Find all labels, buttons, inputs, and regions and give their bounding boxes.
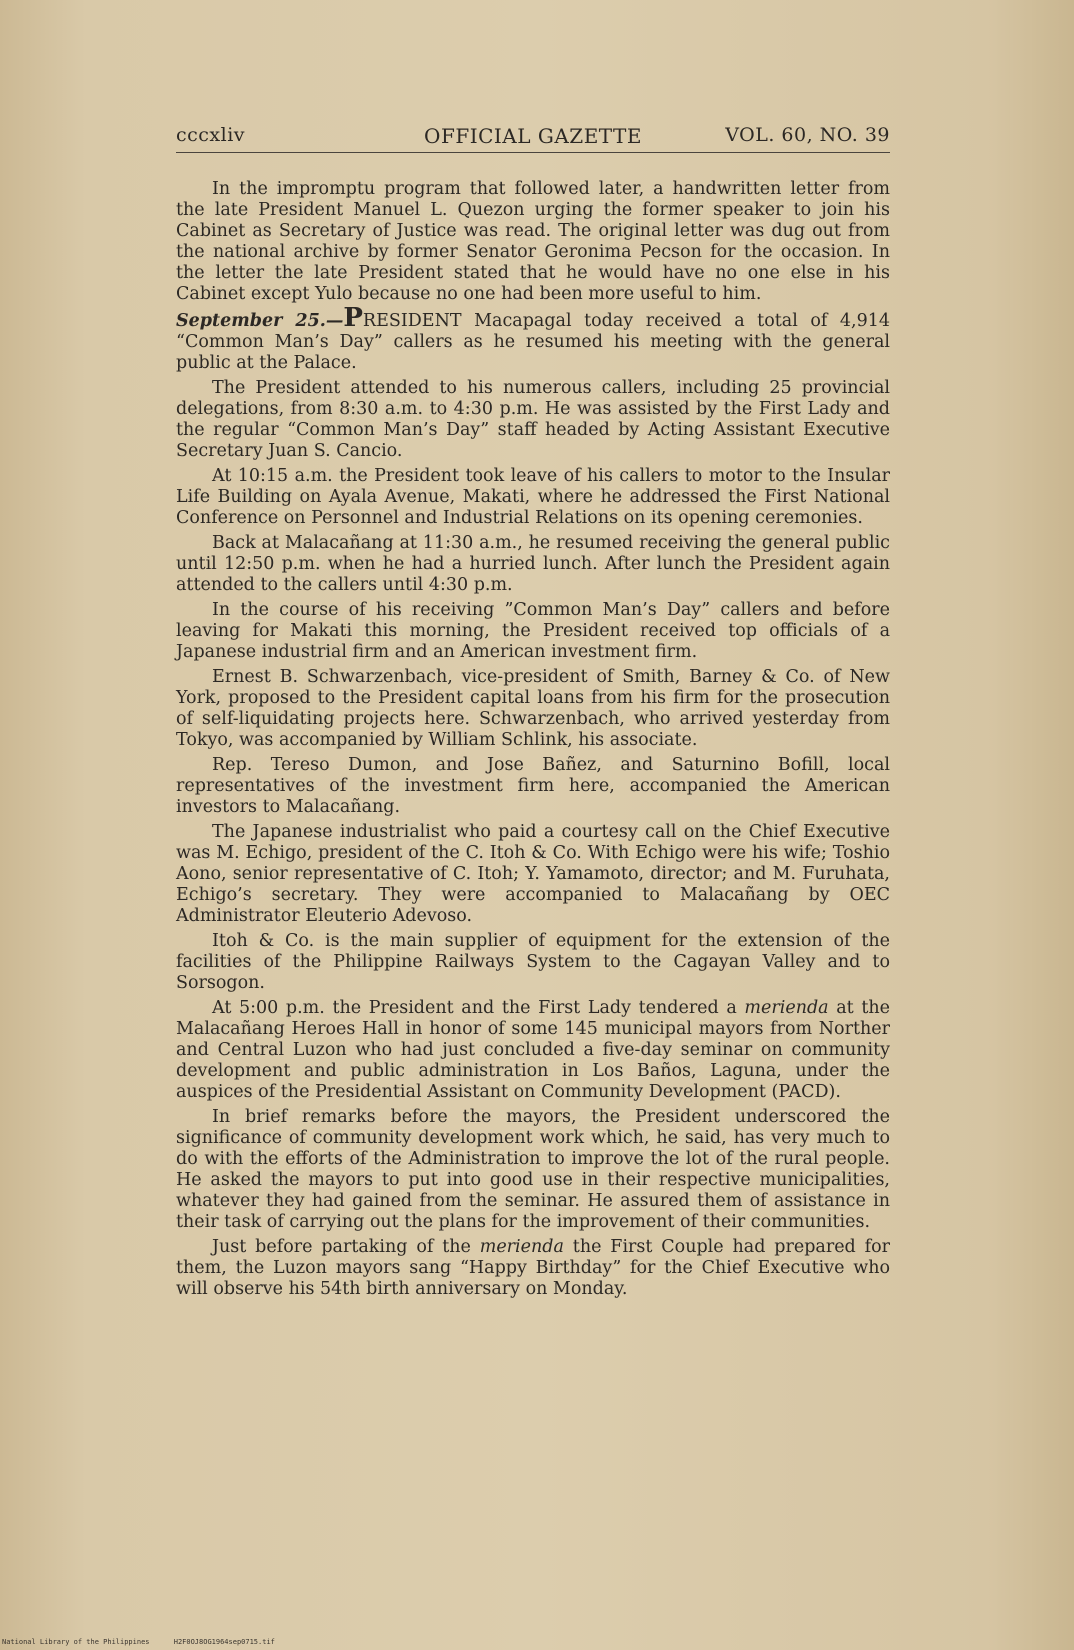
paragraph-text: the First Couple had prepared for them, the Luzon mayors sang “Happy Birthday” for the Chief Executive who will observe his 54th birth anniversary on Monday. — [176, 1237, 890, 1299]
paragraph-itoh: Itoh & Co. is the main supplier of equipment for the extension of the facilities of the Philippine Railways System to the Cagayan Valley and to Sorsogon. — [176, 931, 890, 993]
publication-title: OFFICIAL GAZETTE — [424, 124, 642, 148]
file-name: H2F0OJ8OG1964sep0715.tif — [173, 1638, 275, 1646]
gazette-page — [176, 118, 890, 1304]
paragraph-echigo: The Japanese industrialist who paid a courtesy call on the Chief Executive was M. Echigo, president of the C. Itoh & Co. With Echigo were his wife; Toshio Aono, senior representative of C. Itoh; Y. Yamamoto, director; and M. Furuhata, Echigo’s secretary. They were accompanied to Malacañang by OEC Administrator Eleuterio Adevoso. — [176, 822, 890, 926]
paragraph-callers: The President attended to his numerous callers, including 25 provincial delegations, from 8:30 a.m. to 4:30 p.m. He was assisted by the First Lady and the regular “Common Man’s Day” staff headed by Acting Assistant Executive Secretary Juan S. Cancio. — [176, 378, 890, 461]
paragraph-back-at-malacanang: Back at Malacañang at 11:30 a.m., he resumed receiving the general public until 12:50 p.m. when he had a hurried lunch. After lunch the President again attended to the callers until 4:30 p.m. — [176, 533, 890, 595]
article-body — [176, 179, 890, 1300]
paragraph-text: At 5:00 p.m. the President and the First Lady tendered a — [212, 998, 745, 1018]
scan-footer — [2, 1638, 275, 1646]
page-header — [176, 118, 890, 153]
paragraph-quezon-letter: In the impromptu program that followed later, a handwritten letter from the late President Manuel L. Quezon urging the former speaker to join his Cabinet as Secretary of Justice was read. The original letter was dug out from the national archive by former Senator Geronima Pecson for the occasion. In the letter the late President stated that he would have no one else in his Cabinet except Yulo because no one had been more useful to him. — [176, 179, 890, 304]
paragraph-birthday — [176, 1237, 890, 1300]
emphasis: merienda — [744, 998, 829, 1018]
emphasis: merienda — [479, 1237, 564, 1257]
page-folio: cccxliv — [176, 124, 246, 146]
paragraph-representatives: Rep. Tereso Dumon, and Jose Bañez, and Saturnino Bofill, local representatives of the investment firm here, accompanied the American investors to Malacañang. — [176, 755, 890, 817]
drop-cap: P — [343, 303, 363, 333]
library-credit: National Library of the Philippines — [2, 1638, 150, 1646]
dateline: September 25.— — [176, 311, 344, 331]
paragraph-merienda — [176, 998, 890, 1103]
paragraph-makati: At 10:15 a.m. the President took leave of his callers to motor to the Insular Life Building on Ayala Avenue, Makati, where he addressed the First National Conference on Personnel and Industrial Relations on its opening ceremonies. — [176, 466, 890, 528]
paragraph-schwarzenbach: Ernest B. Schwarzenbach, vice-president of Smith, Barney & Co. of New York, proposed to the President capital loans from his firm for the prosecution of self-liquidating projects here. Schwarzenbach, who arrived yesterday from Tokyo, was accompanied by William Schlink, his associate. — [176, 667, 890, 750]
paragraph-officials: In the course of his receiving ”Common Man’s Day” callers and before leaving for Makati this morning, the President received top officials of a Japanese industrial firm and an American investment firm. — [176, 600, 890, 662]
paragraph-remarks: In brief remarks before the mayors, the President underscored the significance of community development work which, he said, has very much to do with the efforts of the Administration to improve the lot of the rural people. He asked the mayors to put into good use in their respective municipalities, whatever they had gained from the seminar. He assured them of assistance in their task of carrying out the plans for the improvement of their communities. — [176, 1107, 890, 1232]
paragraph-text: RESIDENT Macapagal today received a total of 4,914 “Common Man’s Day” callers as he resumed his meeting with the general public at the Palace. — [176, 311, 890, 373]
paragraph-september-25 — [176, 303, 890, 374]
volume-number: VOL. 60, NO. 39 — [725, 124, 890, 146]
paragraph-text: Just before partaking of the — [212, 1237, 480, 1257]
paragraph-text: at the Malacañang Heroes Hall in honor of some 145 municipal mayors from Norther and Central Luzon who had just concluded a five-day seminar on community development and public administration in Los Baños, Laguna, under the auspices of the Presidential Assistant on Community Development (PACD). — [176, 998, 890, 1102]
